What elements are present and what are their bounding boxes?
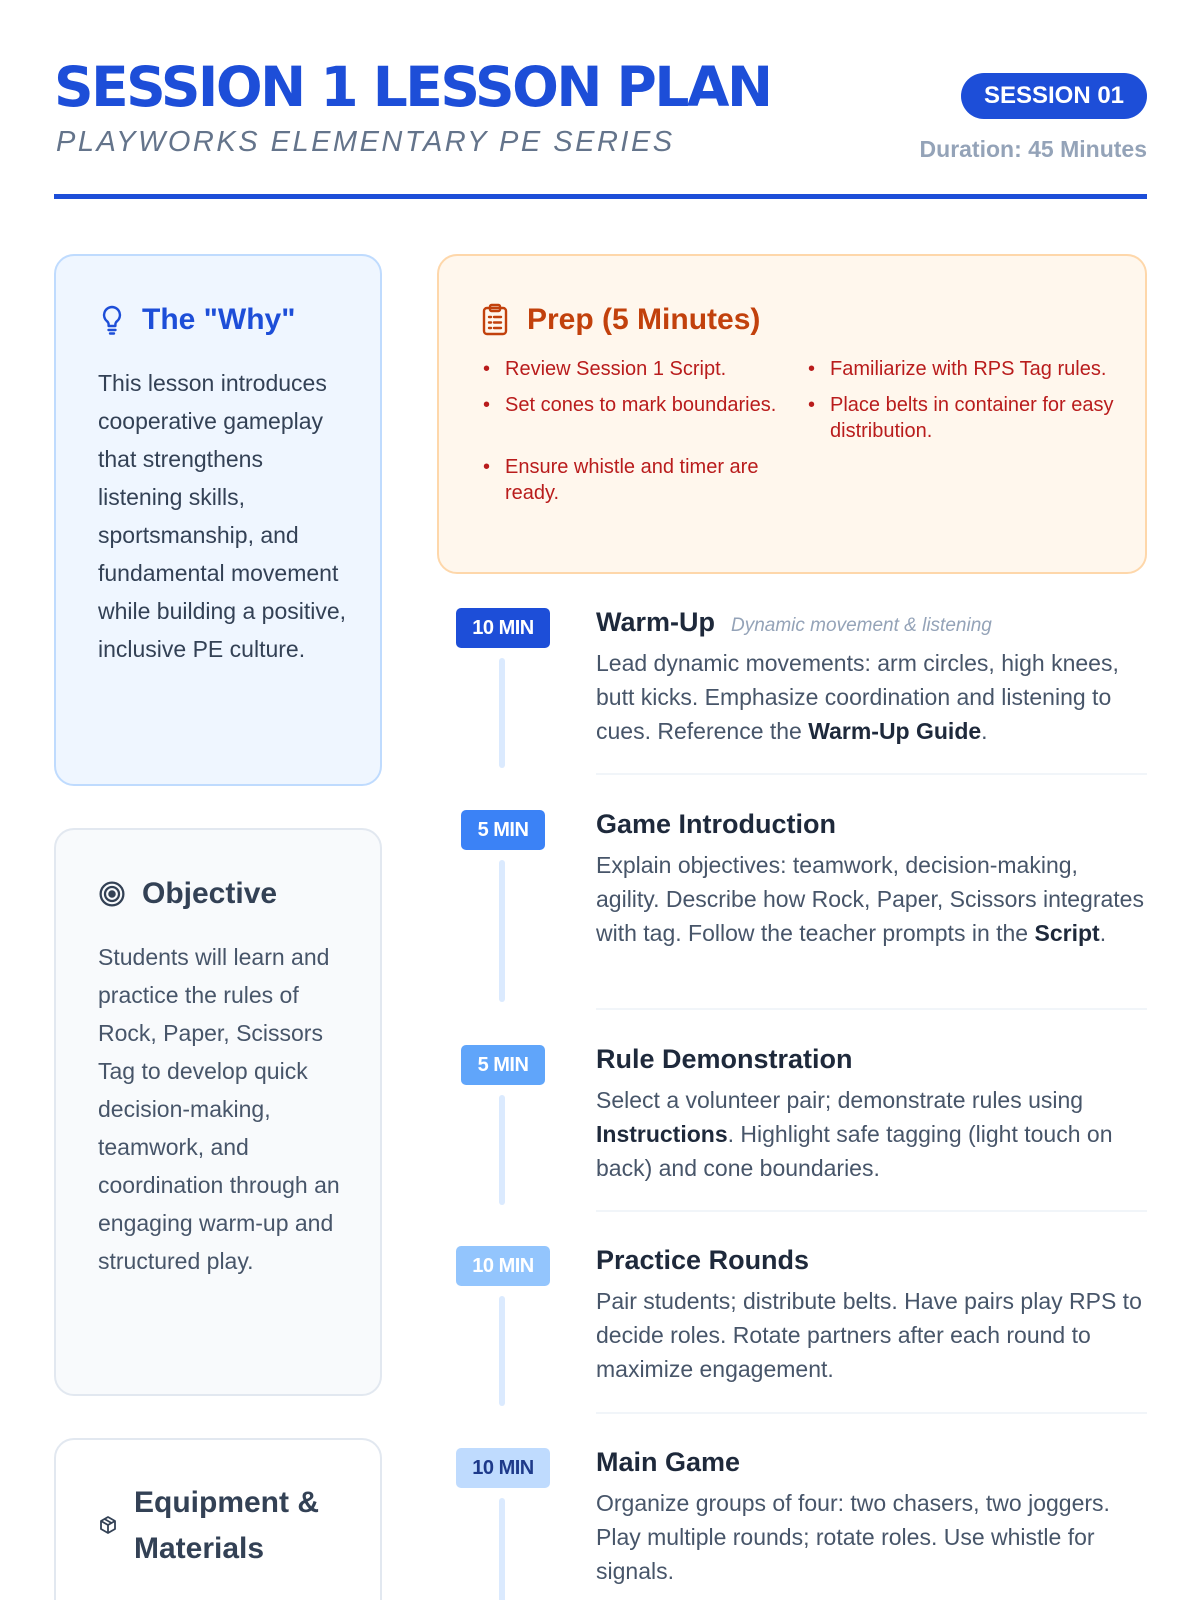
timeline-divider [596,1008,1147,1010]
objective-card [54,828,382,1396]
step-subtitle: Dynamic movement & listening [731,615,992,636]
objective-text: Students will learn and practice the rules of Rock, Paper, Scissors Tag to develop quick decision-making, teamwork, and coordination through an engaging warm-up and structured play. [98,944,340,1274]
timeline-divider [596,1412,1147,1414]
timeline-content [596,1440,1147,1588]
page-title: SESSION 1 LESSON PLAN [54,55,771,119]
timeline-content [596,1238,1147,1386]
target-icon [98,878,126,910]
prep-card-header [481,300,760,340]
step-description: Lead dynamic movements: arm circles, high knees, butt kicks. Emphasize coordination and listening to cues. Reference the Warm-Up Guide. [596,650,1119,744]
why-card [54,254,382,786]
objective-title: Objective [142,877,278,910]
step-description: Pair students; distribute belts. Have pairs play RPS to decide roles. Rotate partners after each round to maximize engagement. [596,1288,1142,1382]
timeline-item-practice-rounds [437,1238,1147,1408]
timeline-item-warm-up [437,600,1147,770]
clipboard-icon [481,303,509,337]
step-title: Practice Rounds [596,1245,810,1275]
prep-item: • Place belts in container for easy distribution. [808,392,1123,444]
step-description: Organize groups of four: two chasers, two joggers. Play multiple rounds; rotate roles. Use whistle for signals. [596,1490,1110,1584]
equipment-card-header [98,1480,334,1572]
header-divider [54,194,1147,199]
prep-card [437,254,1147,574]
timeline-content [596,802,1147,950]
timeline-item-rule-demonstration [437,1037,1147,1207]
reference-link: Warm-Up Guide [808,718,982,744]
step-title: Main Game [596,1447,741,1477]
timeline-connector [499,1296,505,1406]
duration-badge: 10 MIN [456,608,550,648]
prep-item: • Ensure whistle and timer are ready. [483,454,808,506]
why-text: This lesson introduces cooperative gameplay that strengthens listening skills, sportsmanship, and fundamental movement while building a positive, inclusive PE culture. [98,370,347,662]
duration-badge: 10 MIN [456,1448,550,1488]
step-title: Warm-Up [596,607,715,637]
session-badge: SESSION 01 [961,73,1147,119]
timeline-connector [499,1095,505,1205]
timeline-connector [499,658,505,768]
equipment-title: Equipment & Materials [134,1486,319,1565]
prep-item: • Set cones to mark boundaries. [483,392,808,444]
page-subtitle: PLAYWORKS ELEMENTARY PE SERIES [56,126,675,158]
duration-badge: 5 MIN [461,810,545,850]
timeline-divider [596,773,1147,775]
timeline-connector [499,860,505,1002]
why-card-header [98,300,295,340]
prep-item: • Familiarize with RPS Tag rules. [808,356,1123,382]
box-icon [98,1515,120,1537]
lightbulb-icon [98,304,126,336]
prep-checklist [483,356,1123,506]
step-title: Rule Demonstration [596,1044,853,1074]
timeline-item-game-introduction [437,802,1147,1002]
reference-link: Instructions [596,1121,728,1147]
step-title: Game Introduction [596,809,837,839]
prep-item: • Review Session 1 Script. [483,356,808,382]
timeline-content [596,600,1147,748]
timeline-item-main-game [437,1440,1147,1600]
step-description: Select a volunteer pair; demonstrate rules using Instructions. Highlight safe tagging (light touch on back) and cone boundaries. [596,1087,1113,1181]
header [54,52,1147,200]
timeline-connector [499,1498,505,1600]
timeline-content [596,1037,1147,1185]
timeline-divider [596,1210,1147,1212]
reference-link: Script [1034,920,1100,946]
duration-badge: 10 MIN [456,1246,550,1286]
step-description: Explain objectives: teamwork, decision-making, agility. Describe how Rock, Paper, Scissors integrates with tag. Follow the teacher prompts in the Script. [596,852,1144,946]
prep-title: Prep (5 Minutes) [527,303,761,336]
duration-label: Duration: 45 Minutes [919,136,1147,162]
equipment-card [54,1438,382,1600]
duration-badge: 5 MIN [461,1045,545,1085]
why-title: The "Why" [142,303,296,336]
objective-card-header [98,874,277,914]
